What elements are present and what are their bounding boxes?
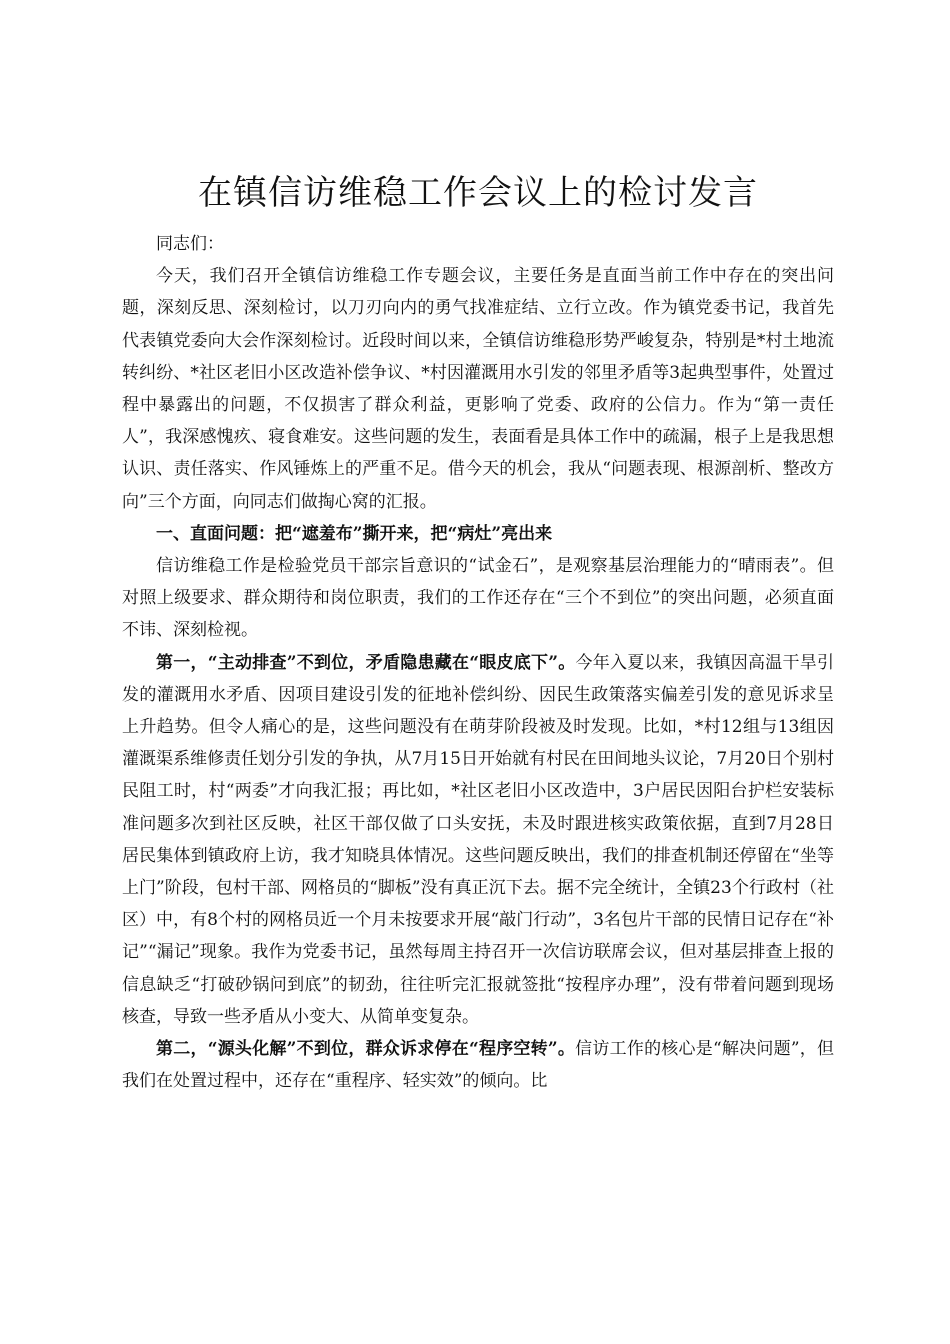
- point-one-lead: 第一，“主动排查”不到位，矛盾隐患藏在“眼皮底下”。: [156, 652, 576, 673]
- point-two-paragraph: [122, 1033, 834, 1097]
- salutation: 同志们：: [156, 234, 224, 254]
- point-one-paragraph: [122, 647, 834, 1033]
- document-page: [122, 168, 834, 1097]
- intro-paragraph: 今天，我们召开全镇信访维稳工作专题会议，主要任务是直面当前工作中存在的突出问题，深刻反思、深刻检讨，以刀刃向内的勇气找准症结、立行立改。作为镇党委书记，我首先代表镇党委向大会作深刻检讨。近段时间以来，全镇信访维稳形势严峻复杂，特别是*村土地流转纠纷、*社区老旧小区改造补偿争议、*村因灌溉用水引发的邻里矛盾等3起典型事件，处置过程中暴露出的问题，不仅损害了群众利益，更影响了党委、政府的公信力。作为“第一责任人”，我深感愧疚、寝食难安。这些问题的发生，表面看是具体工作中的疏漏，根子上是我思想认识、责任落实、作风锤炼上的严重不足。借今天的机会，我从“问题表现、根源剖析、整改方向”三个方面，向同志们做掏心窝的汇报。: [122, 266, 834, 512]
- section-intro-paragraph: 信访维稳工作是检验党员干部宗旨意识的“试金石”，是观察基层治理能力的“晴雨表”。但对照上级要求、群众期待和岗位职责，我们的工作还存在“三个不到位”的突出问题，必须直面不讳、深刻检视。: [122, 556, 834, 641]
- section-heading: 一、直面问题：把“遮羞布”撕开来，把“病灶”亮出来: [156, 523, 553, 544]
- point-two-lead: 第二，“源头化解”不到位，群众诉求停在“程序空转”。: [156, 1039, 576, 1060]
- point-one-body: 今年入夏以来，我镇因高温干旱引发的灌溉用水矛盾、因项目建设引发的征地补偿纠纷、因民生政策落实偏差引发的意见诉求呈上升趋势。但令人痛心的是，这些问题没有在萌芽阶段被及时发现。比如，*村12组与13组因灌溉渠系维修责任划分引发的争执，从7月15日开始就有村民在田间地头议论，7月20日个别村民阻工时，村“两委”才向我汇报；再比如，*社区老旧小区改造中，3户居民因阳台护栏安装标准问题多次到社区反映，社区干部仅做了口头安抚，未及时跟进核实政策依据，直到7月28日居民集体到镇政府上访，我才知晓具体情况。这些问题反映出，我们的排查机制还停留在“坐等上门”阶段，包村干部、网格员的“脚板”没有真正沉下去。据不完全统计，全镇23个行政村（社区）中，有8个村的网格员近一个月未按要求开展“敲门行动”，3名包片干部的民情日记存在“补记”“漏记”现象。我作为党委书记，虽然每周主持召开一次信访联席会议，但对基层排查上报的信息缺乏“打破砂锅问到底”的韧劲，往往听完汇报就签批“按程序办理”，没有带着问题到现场核查，导致一些矛盾从小变大、从简单变复杂。: [122, 652, 834, 1027]
- point-two-body: 信访工作的核心是“解决问题”，但我们在处置过程中，还存在“重程序、轻实效”的倾向。比: [122, 1039, 834, 1092]
- document-title: 在镇信访维稳工作会议上的检讨发言: [198, 173, 758, 213]
